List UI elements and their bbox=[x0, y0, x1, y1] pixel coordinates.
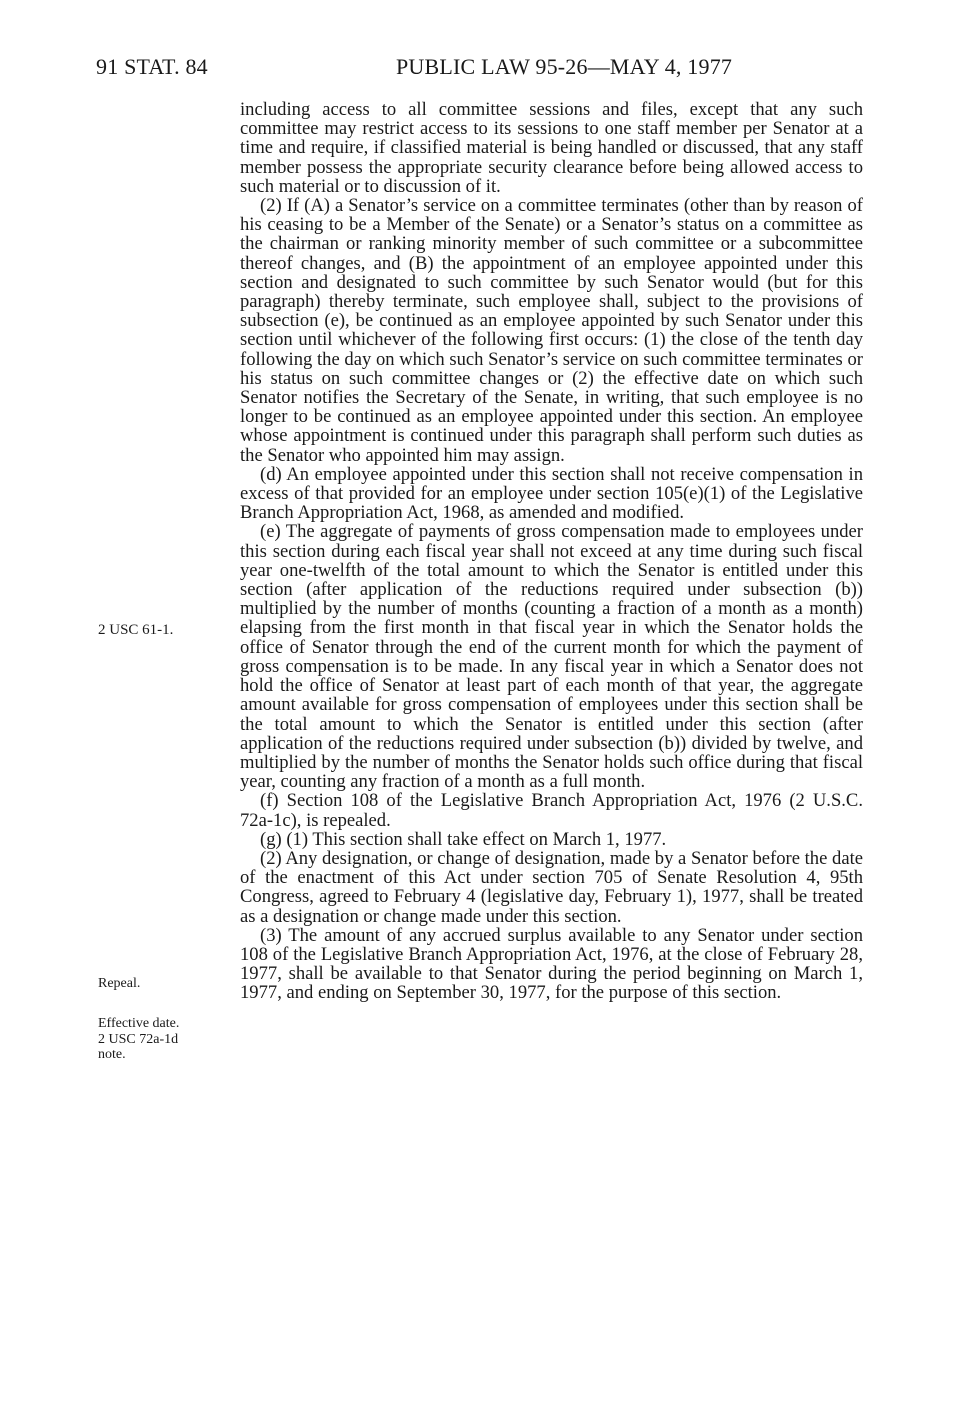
page-stat-number: 91 STAT. 84 bbox=[96, 54, 208, 79]
paragraph-g-3: (3) The amount of any accrued surplus available to any Senator under section 108 of the Legislative Branch Appropriation Act, 1976, at the close of February 28, 1977, shall be available to that Senator during the period beginning on March 1, 1977, and ending on September 30, 1977, for the purpose of this section. bbox=[240, 924, 863, 1004]
paragraph-g-2: (2) Any designation, or change of designation, made by a Senator before the date of the enactment of this Act under section 705 of Senate Resolution 4, 95th Congress, agreed to February 4 (legislative day, February 1), 1977, shall be treated as a designation or change made under this section. bbox=[240, 847, 863, 927]
paragraph-f: (f) Section 108 of the Legislative Branch Appropriation Act, 1976 (2 U.S.C. 72a-1c), is repealed. bbox=[240, 790, 863, 831]
margin-note-effective-usc: 2 USC 72a-1d bbox=[98, 1031, 179, 1047]
margin-note-effective-date-label: Effective date. bbox=[98, 1016, 180, 1031]
page-running-title: PUBLIC LAW 95-26—MAY 4, 1977 bbox=[396, 54, 733, 79]
margin-note-usc-61-1: 2 USC 61-1. bbox=[98, 622, 174, 638]
margin-note-effective-note: note. bbox=[98, 1047, 126, 1062]
paragraph-d: (d) An employee appointed under this section shall not receive compensation in excess of that provided for an employee under section 105(e)(1) of the Legislative Branch Appropriation Act, 1968, as amended and modified. bbox=[240, 463, 863, 524]
statute-body bbox=[240, 100, 863, 1003]
paragraph-continuation: including access to all committee sessions and files, except that any such committee may restrict access to its sessions to one staff member per Senator at a time and require, if classified material is being handled or discussed, that any staff member possess the appropriate security clearance before being allowed access to such material or to discussion of it. bbox=[240, 99, 863, 197]
margin-note-repeal: Repeal. bbox=[98, 976, 141, 991]
paragraph-e: (e) The aggregate of payments of gross compensation made to employees under this section during each fiscal year shall not exceed at any time during such fiscal year one-twelfth of the total amount to which the Senator is entitled under this section (after application of the reductions required under subsection (b)) multiplied by the number of months (counting a fraction of a month as a month) elapsing from the first month in that fiscal year in which the Senator holds the office of Senator through the end of the current month for which the payment of gross compensation is to be made. In any fiscal year in which a Senator does not hold the office of Senator at least part of each month of that year, the aggregate amount available for gross compensation of employees under this section shall be the total amount to which the Senator is entitled under this section (after application of the reductions required under subsection (b)) divided by twelve, and multiplied by the number of months the Senator holds such office during that fiscal year, counting any fraction of a month as a full month. bbox=[240, 521, 863, 793]
paragraph-c-2: (2) If (A) a Senator’s service on a committee terminates (other than by reason of his ceasing to be a Member of the Senate) or a Senator’s status on a committee as the chairman or ranking minority member of such committee or a subcommittee thereof changes, and (B) the appointment of an employee appointed under this section and designated to such committee by such Senator would (but for this paragraph) thereby terminate, such employee shall, subject to the provisions of subsection (e), be continued as an employee appointed by such Senator under this section until whichever of the following first occurs: (1) the close of the tenth day following the day on which such Senator’s service on such committee terminates or his status on such committee changes or (2) the effective date on which such Senator notifies the Secretary of the Senate, in writing, that such employee is no longer to be continued as an employee appointed under this section. An employee whose appointment is continued under this paragraph shall perform such duties as the Senator who appointed him may assign. bbox=[240, 195, 863, 466]
margin-note-effective-date bbox=[98, 1016, 179, 1063]
paragraph-g-1: (g) (1) This section shall take effect on March 1, 1977. bbox=[260, 828, 667, 850]
